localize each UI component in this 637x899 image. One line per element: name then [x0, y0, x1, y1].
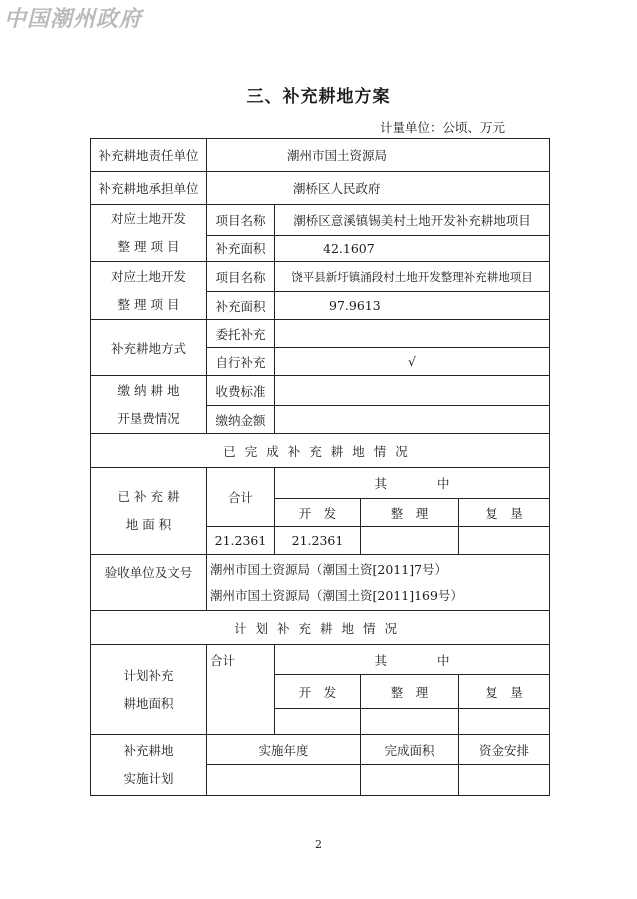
project2-label-line2: 整 理 项 目	[117, 296, 180, 312]
project1-label-line1: 对应土地开发	[110, 211, 186, 226]
completed-rect-label: 整 理	[361, 499, 459, 527]
completed-area-label-line2: 地 面 积	[125, 517, 172, 532]
project1-name-label: 项目名称	[207, 205, 275, 236]
self-supplement-checkmark: √	[275, 348, 550, 376]
implementation-area-label: 完成面积	[361, 735, 459, 765]
acceptance-doc-line1: 潮州市国土资源局（潮国土资[2011]7号）	[210, 561, 448, 577]
acceptance-label: 验收单位及文号	[91, 555, 207, 611]
project1-area-label: 补充面积	[207, 235, 275, 261]
fee-label	[91, 376, 207, 434]
watermark-logo: 中国潮州政府	[4, 6, 143, 32]
planned-area-label-line2: 耕地面积	[123, 695, 174, 711]
responsible-unit-label: 补充耕地责任单位	[91, 139, 207, 172]
implementation-label-line2: 实施计划	[123, 771, 174, 786]
fee-amount-label: 缴纳金额	[207, 406, 275, 434]
completed-of-which: 其 中	[275, 468, 550, 499]
completed-area-label-line1: 已 补 充 耕	[117, 489, 180, 504]
project2-area-label: 补充面积	[207, 292, 275, 320]
planned-dev-label: 开 发	[275, 675, 361, 709]
entrusted-label: 委托补充	[207, 320, 275, 348]
page-title: 三、补充耕地方案	[246, 87, 391, 107]
fee-standard-value	[275, 376, 550, 406]
project2-name-value: 饶平县新圩镇涌段村土地开发整理补充耕地项目	[275, 262, 550, 292]
fee-label-line2: 开垦费情况	[117, 410, 180, 426]
planned-rect-value	[361, 709, 459, 735]
project2-label-line1: 对应土地开发	[110, 268, 186, 284]
project1-name-value: 潮桥区意溪镇锡美村土地开发补充耕地项目	[275, 205, 550, 236]
completed-dev-label: 开 发	[275, 499, 361, 527]
completed-rect-value	[361, 527, 459, 555]
responsible-unit-value: 潮州市国土资源局	[207, 139, 550, 172]
fee-standard-label: 收费标准	[207, 376, 275, 406]
implementation-label-line1: 补充耕地	[123, 743, 174, 758]
completed-reclaim-label: 复 垦	[459, 499, 550, 527]
completed-area-label	[91, 468, 207, 555]
planned-reclaim-value	[459, 709, 550, 735]
planned-reclaim-label: 复 垦	[459, 675, 550, 709]
planned-area-label	[91, 645, 207, 735]
implementation-fund-label: 资金安排	[459, 735, 550, 765]
measurement-unit: 计量单位：公顷、万元	[379, 120, 505, 135]
undertaking-unit-label: 补充耕地承担单位	[91, 172, 207, 205]
supplementary-farmland-table	[90, 138, 550, 796]
project1-label-line2: 整 理 项 目	[117, 239, 180, 254]
planned-total-label: 合计	[207, 645, 275, 735]
planned-rect-label: 整 理	[361, 675, 459, 709]
planned-section-header: 计划补充耕地情况	[91, 611, 550, 645]
project2-label	[91, 262, 207, 320]
project2-area-value: 97.9613	[275, 292, 550, 320]
self-supplement-label: 自行补充	[207, 348, 275, 376]
acceptance-documents	[207, 555, 550, 611]
implementation-fund-value	[459, 765, 550, 796]
project1-area-value: 42.1607	[275, 235, 550, 261]
entrusted-value	[275, 320, 550, 348]
completed-dev-value: 21.2361	[275, 527, 361, 555]
completed-reclaim-value	[459, 527, 550, 555]
planned-area-label-line1: 计划补充	[123, 667, 174, 683]
completed-total-value: 21.2361	[207, 527, 275, 555]
fee-amount-value	[275, 406, 550, 434]
completed-total-label: 合计	[207, 468, 275, 527]
page-number: 2	[315, 838, 322, 851]
project2-name-label: 项目名称	[207, 262, 275, 292]
planned-of-which: 其 中	[275, 645, 550, 675]
implementation-year-label: 实施年度	[207, 735, 361, 765]
implementation-year-value	[207, 765, 361, 796]
undertaking-unit-value: 潮桥区人民政府	[207, 172, 550, 205]
method-label: 补充耕地方式	[91, 320, 207, 376]
planned-dev-value	[275, 709, 361, 735]
completed-section-header: 已完成补充耕地情况	[91, 434, 550, 468]
implementation-label	[91, 735, 207, 796]
fee-label-line1: 缴 纳 耕 地	[117, 382, 180, 398]
project1-label	[91, 205, 207, 262]
acceptance-doc-line2: 潮州市国土资源局（潮国土资[2011]169号）	[210, 587, 463, 603]
implementation-area-value	[361, 765, 459, 796]
